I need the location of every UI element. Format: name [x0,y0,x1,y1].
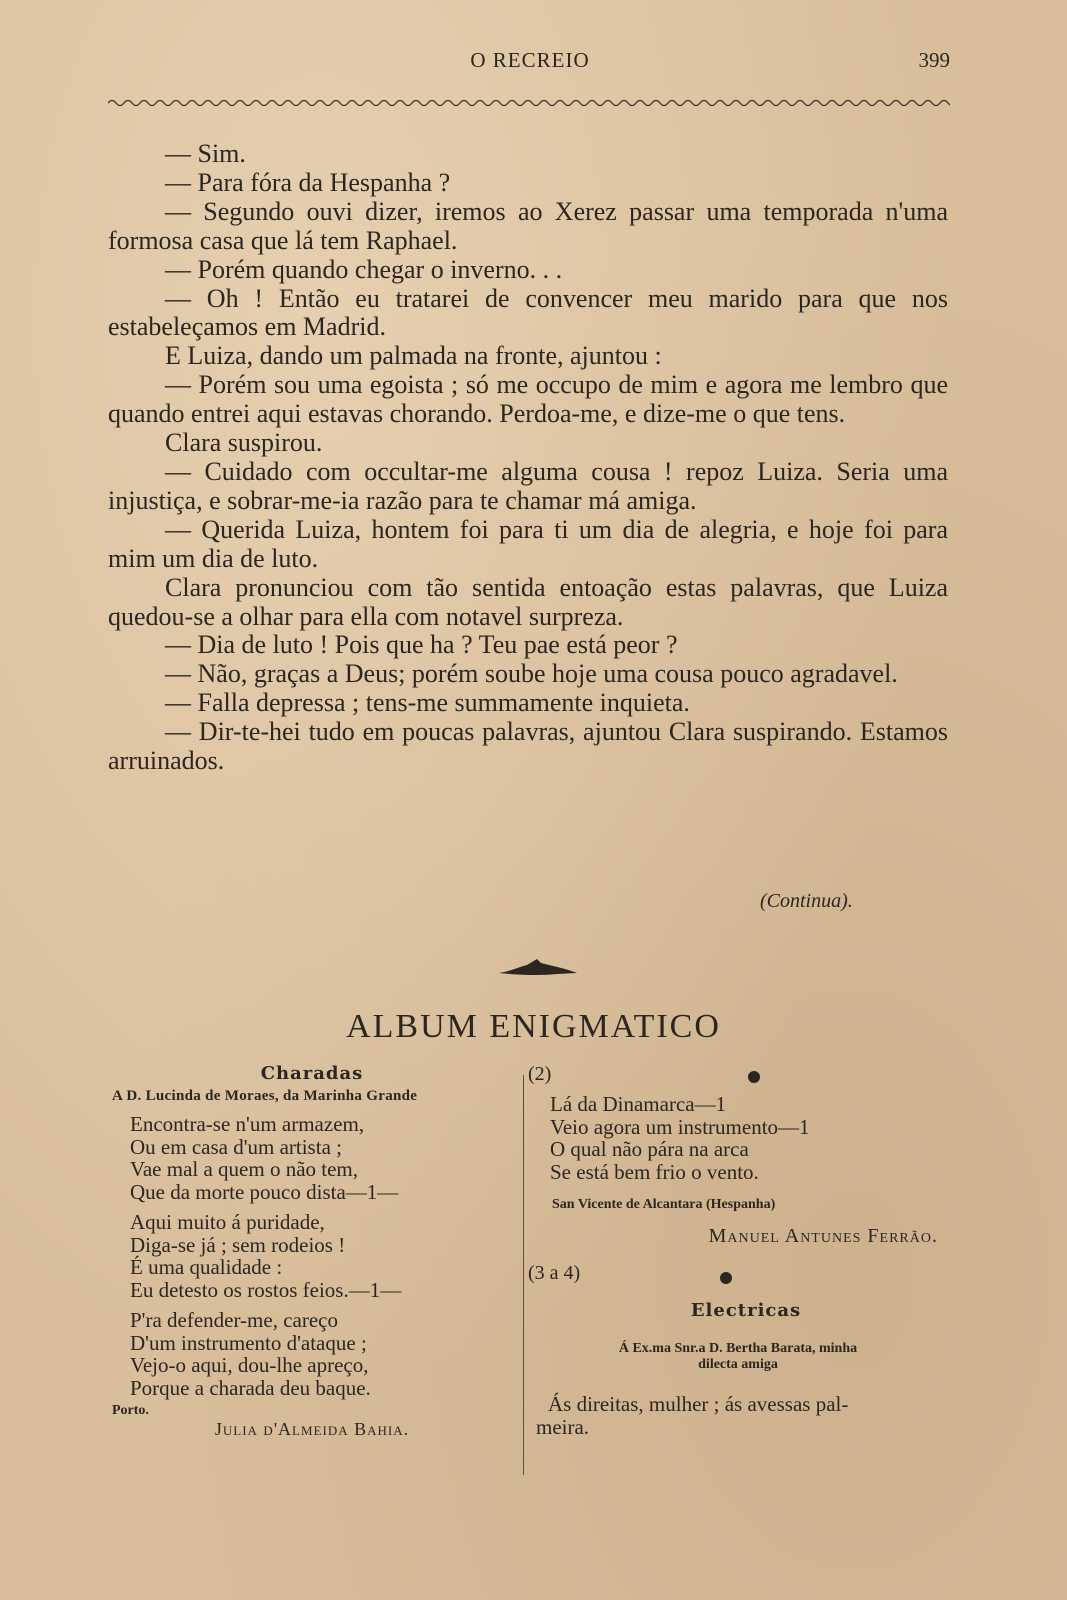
enigma-number-row [528,1063,948,1087]
story-paragraph: — Oh ! Então eu tratarei de convencer meu marido para que nos estabeleçamos em Madrid. [108,283,948,342]
charadas-column [112,1063,512,1440]
verse-line: O qual não pára na arca [550,1137,749,1161]
charadas-heading: Charadas [260,1063,364,1084]
dedication-line: dilecta amiga [698,1357,778,1372]
bullet-icon [720,1272,732,1284]
dedication: A D. Lucinda de Moraes, da Marinha Grande [112,1088,418,1104]
verse-line: D'um instrumento d'ataque ; [130,1330,367,1355]
verse-line: Vae mal a quem o não tem, [130,1157,359,1181]
album-title: ALBUM ENIGMATICO [346,1008,721,1045]
page-number: 399 [918,48,950,72]
page-header [110,48,950,80]
verse-line: P'ra defender-me, careço [130,1308,338,1332]
verse-line: Encontra-se n'um armazem, [130,1112,365,1136]
electricas-heading: Electricas [690,1300,802,1321]
verse-line: Diga-se já ; sem rodeios ! [130,1232,346,1257]
enigma-verse [528,1393,948,1438]
dedication-line: Á Ex.ma Snr.a D. Bertha Barata, minha [618,1341,858,1356]
verse-line: Se está bem frio o vento. [550,1159,759,1184]
bullet-icon [748,1071,760,1083]
verse-line: Aqui muito á puridade, [130,1210,325,1234]
stanza [112,1113,512,1203]
story-paragraph: — Dia de luto ! Pois que ha ? Teu pae está peor ? [165,630,678,660]
right-column [528,1063,948,1439]
column-divider [523,1075,524,1475]
verse-line: meira. [536,1414,590,1439]
verse-line: Vejo-o aqui, dou-lhe apreço, [130,1353,369,1377]
story-paragraph: Clara suspirou. [165,428,323,458]
wavy-rule [108,96,950,110]
story-paragraph: — Não, graças a Deus; porém soube hoje uma cousa pouco agradavel. [165,659,898,689]
verse-line: Ou em casa d'um artista ; [130,1134,342,1159]
verse-line: Que da morte pouco dista—1— [130,1179,399,1204]
story-paragraph: — Dir-te-hei tudo em poucas palavras, ajuntou Clara suspirando. Estamos arruinados. [108,717,948,776]
journal-title: O RECREIO [470,48,590,72]
story-paragraph: — Falla depressa ; tens-me summamente inquieta. [165,688,690,718]
hand-ornament-icon [497,955,579,979]
continua-note: (Continua). [760,890,853,912]
verse-line: Porque a charada deu baque. [130,1375,371,1400]
story-paragraph: — Porém sou uma egoista ; só me occupo de mim e agora me lembro que quando entrei aqui estavas chorando. Perdoa-me, e dize-me o que tens. [108,370,948,429]
enigma-verse [528,1093,948,1183]
story-paragraph: — Segundo ouvi dizer, iremos ao Xerez passar uma temporada n'uma formosa casa que lá tem Raphael. [108,196,948,255]
place: San Vicente de Alcantara (Hespanha) [552,1197,776,1212]
story-paragraph: — Querida Luiza, hontem foi para ti um dia de alegria, e hoje foi para mim um dia de luto. [108,514,948,573]
verse-line: Ás direitas, mulher ; ás avessas pal- [548,1392,849,1416]
enigma-number: (2) [528,1063,552,1085]
verse-line: Eu detesto os rostos feios.—1— [130,1277,402,1302]
story-paragraph: — Cuidado com occultar-me alguma cousa ! repoz Luiza. Seria uma injustiça, e sobrar-me-ia razão para te chamar má amiga. [108,456,948,515]
signature: Manuel Antunes Ferrão. [708,1225,938,1247]
place: Porto. [112,1403,149,1418]
verse-line: É uma qualidade : [130,1255,283,1279]
enigma-number: (3 a 4) [528,1262,581,1284]
story-paragraph: Clara pronunciou com tão sentida entoação estas palavras, que Luiza quedou-se a olhar para ella com notavel surpreza. [108,572,948,631]
story-paragraph: E Luiza, dando um palmada na fronte, ajuntou : [165,341,662,371]
stanza [112,1309,512,1399]
story-paragraph: — Porém quando chegar o inverno. . . [165,254,563,284]
story-paragraph: — Para fóra da Hespanha ? [165,167,451,197]
story-text [108,140,948,776]
stanza [112,1211,512,1301]
verse-line: Veio agora um instrumento—1 [550,1114,810,1139]
verse-line: Lá da Dinamarca—1 [550,1092,727,1116]
dedication [528,1341,948,1373]
signature: Julia d'Almeida Bahia. [214,1419,410,1439]
enigma-number-row [528,1262,948,1286]
story-paragraph: — Sim. [165,139,246,168]
